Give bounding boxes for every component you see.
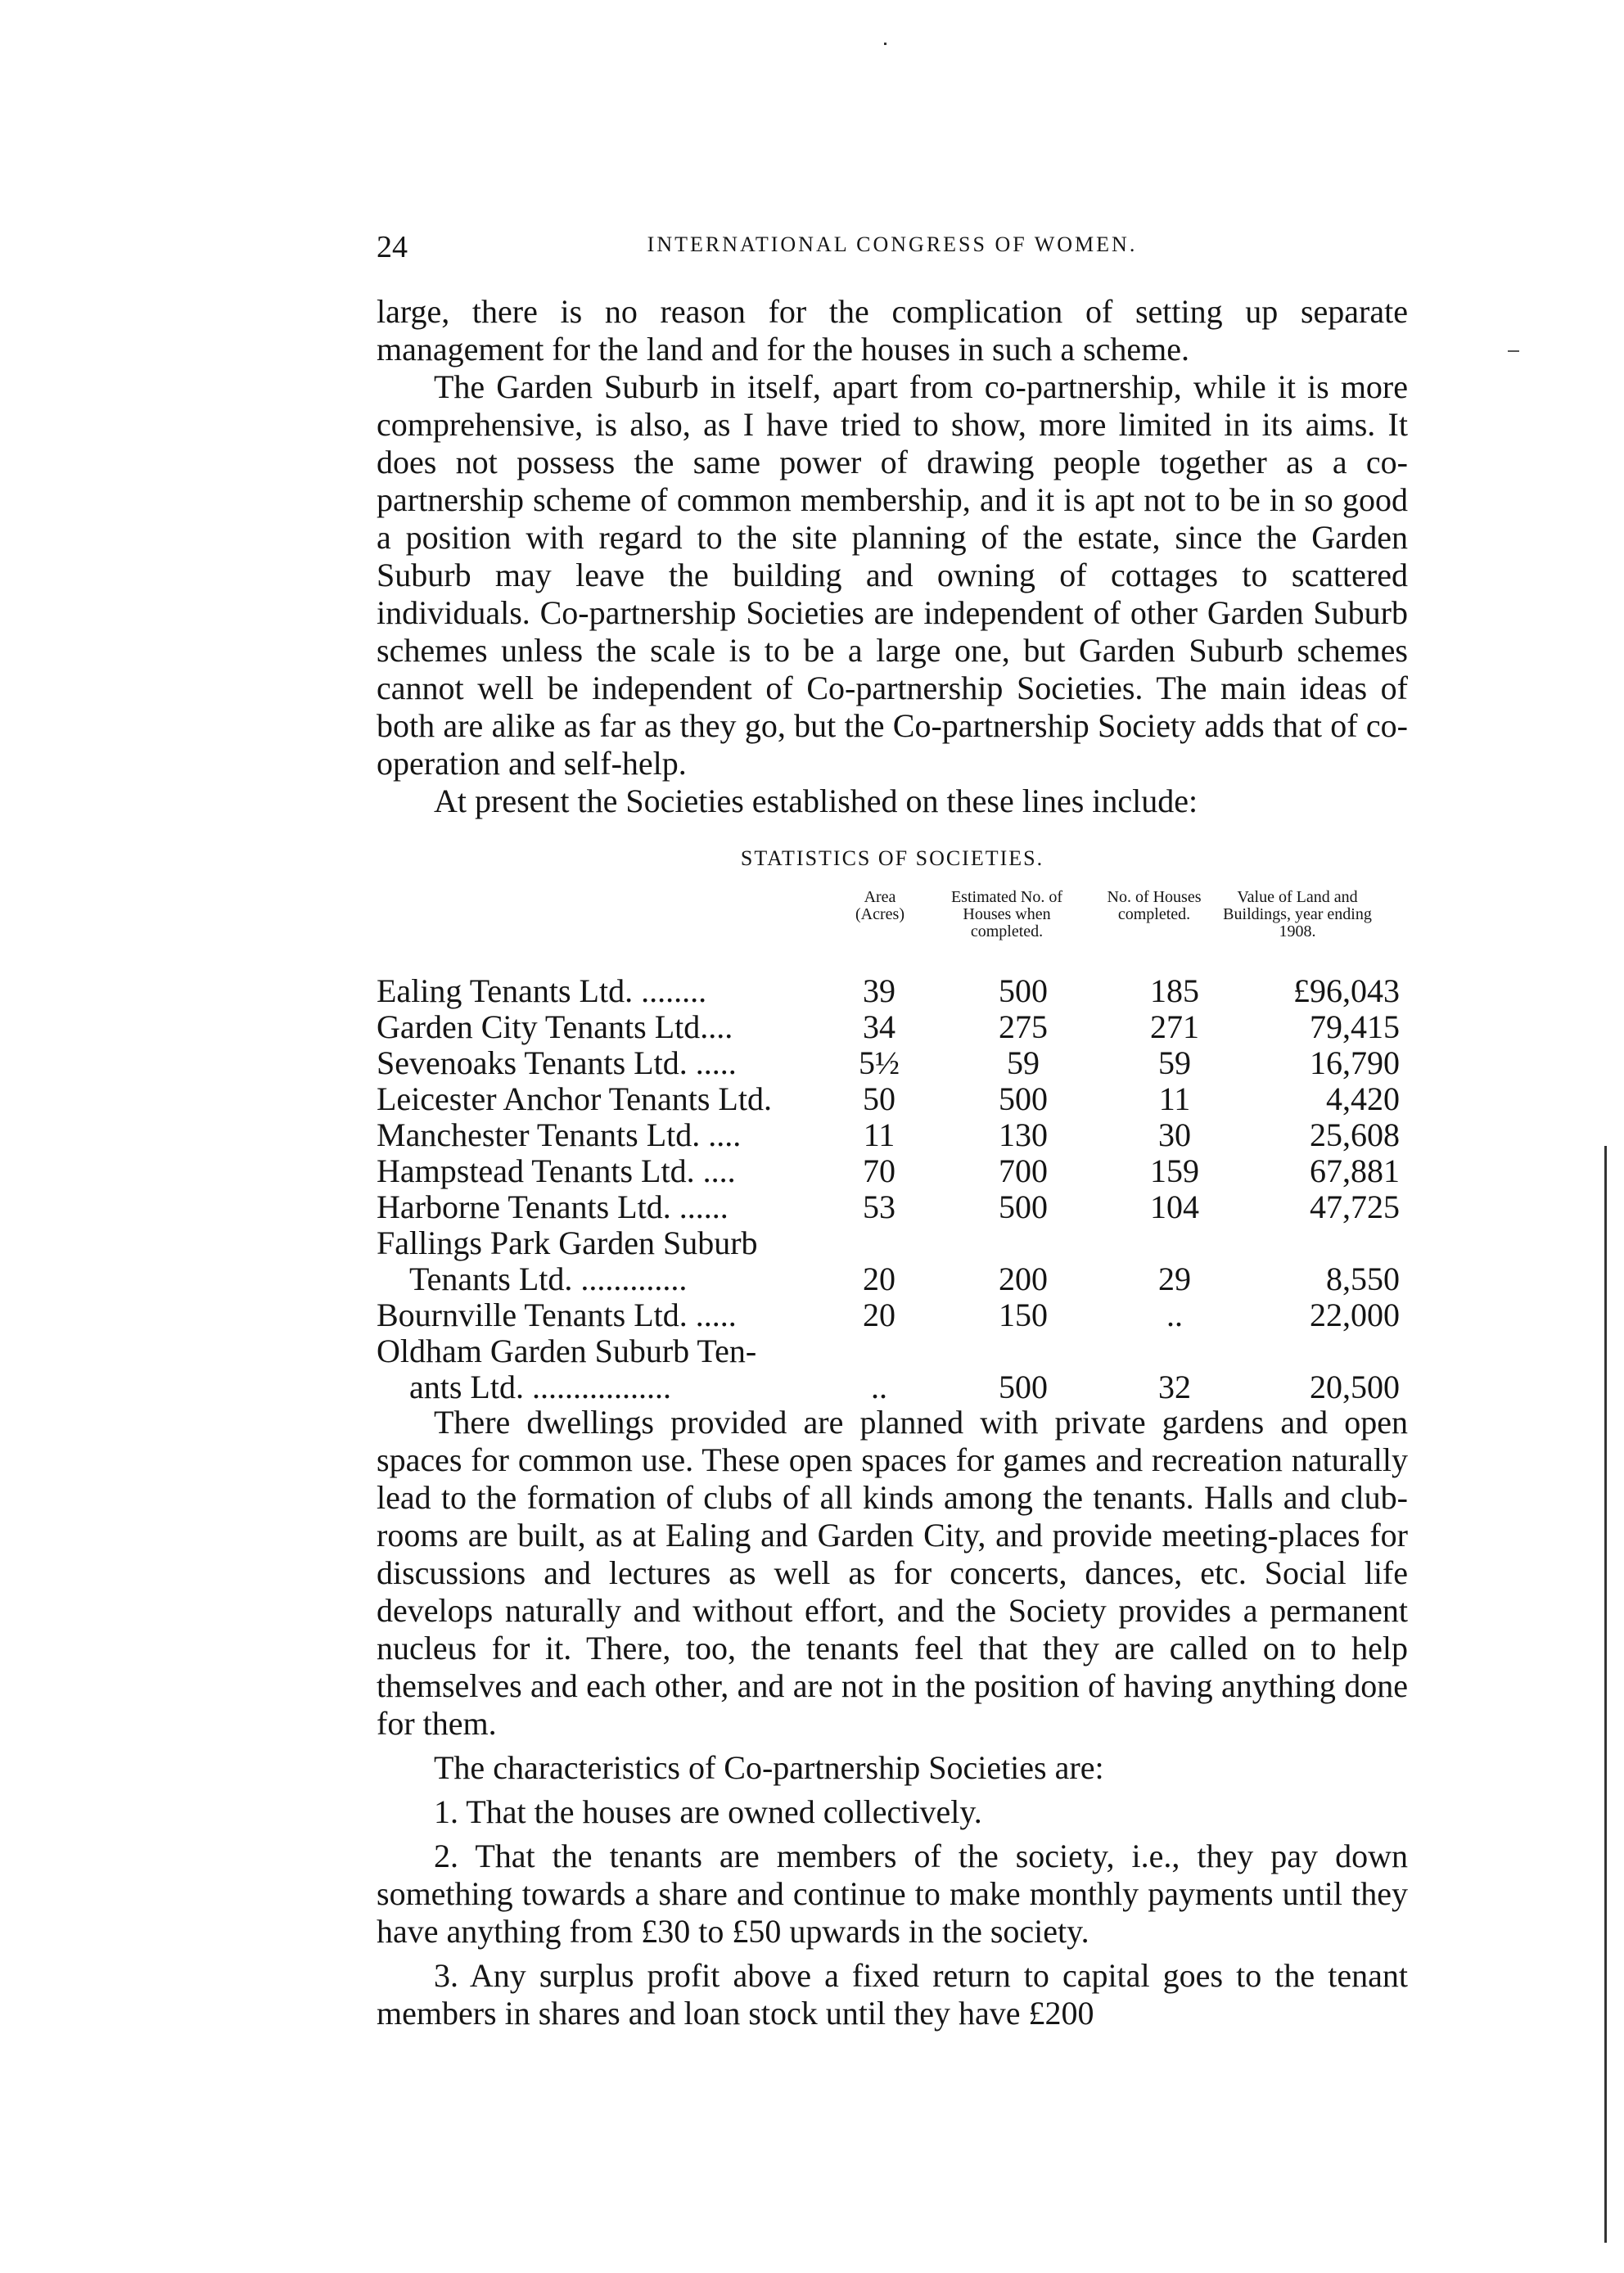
value-cell: 79,415 — [1310, 1008, 1400, 1045]
completed-cell: 59 — [1158, 1044, 1191, 1081]
society-name: Manchester Tenants Ltd. .... — [377, 1117, 742, 1153]
society-name: Bournville Tenants Ltd. ..... — [377, 1297, 737, 1333]
completed-cell: 29 — [1158, 1261, 1191, 1297]
area-cell: 11 — [863, 1116, 895, 1153]
society-name: Leicester Anchor Tenants Ltd. — [377, 1081, 772, 1117]
list-item: 2. That the tenants are members of the society, i.e., they pay down something towards a share and continue to make monthly payments until they have anything from £30 to £50 upwards in the society. — [377, 1838, 1408, 1950]
value-cell: 47,725 — [1310, 1188, 1400, 1225]
scan-edge-line — [1604, 1146, 1607, 2243]
society-name-continued: ants Ltd. ................. — [409, 1369, 671, 1405]
list-item: 1. That the houses are owned collectively. — [434, 1793, 982, 1830]
completed-cell: 185 — [1150, 972, 1199, 1009]
society-name-continued: Tenants Ltd. ............. — [409, 1261, 688, 1297]
scan-margin-tick — [1508, 350, 1519, 352]
estimated-cell: 275 — [999, 1008, 1048, 1045]
header-area: Area (Acres) — [855, 888, 904, 923]
estimated-cell: 200 — [999, 1261, 1048, 1297]
area-cell: 20 — [863, 1297, 895, 1333]
page-number: 24 — [377, 230, 408, 264]
completed-cell: 159 — [1150, 1152, 1199, 1189]
estimated-cell: 500 — [999, 1369, 1048, 1405]
completed-cell: .. — [1166, 1297, 1183, 1333]
page-header — [377, 229, 1408, 272]
table-row — [377, 1009, 1408, 1045]
table-title: STATISTICS OF SOCIETIES. — [740, 846, 1044, 870]
table-row — [377, 1153, 1408, 1189]
society-name: Fallings Park Garden Suburb — [377, 1225, 758, 1261]
table-row — [377, 1297, 1408, 1333]
paragraph: There dwellings provided are planned with private gardens and open spaces for common use. These open spaces for games and recreation naturally lead to the formation of clubs of all kinds among the tenants. Halls and club-rooms are built, as at Ealing and Garden City, and provide meeting-places for discussions and lectures as well as for concerts, dances, etc. Social life develops naturally and without effort, and the Society provides a permanent nucleus for it. There, too, the tenants feel that they are called on to help themselves and each other, and are not in the position of having anything done for them. — [377, 1404, 1408, 1742]
statistics-table — [377, 973, 1408, 1405]
area-cell: 5½ — [859, 1044, 900, 1081]
society-name: Garden City Tenants Ltd.... — [377, 1009, 733, 1045]
table-row — [377, 973, 1408, 1009]
value-cell: 4,420 — [1326, 1080, 1400, 1117]
estimated-cell: 59 — [1007, 1044, 1040, 1081]
area-cell: 53 — [863, 1188, 895, 1225]
area-cell: 50 — [863, 1080, 895, 1117]
table-row — [377, 1081, 1408, 1117]
society-name: Hampstead Tenants Ltd. .... — [377, 1153, 736, 1189]
text-after-table — [377, 1404, 1408, 2032]
area-cell: 70 — [863, 1152, 895, 1189]
header-completed: No. of Houses completed. — [1107, 888, 1202, 923]
completed-cell: 32 — [1158, 1369, 1191, 1405]
society-name: Ealing Tenants Ltd. ........ — [377, 973, 707, 1009]
paragraph: The characteristics of Co-partnership Societies are: — [434, 1749, 1104, 1786]
estimated-cell: 150 — [999, 1297, 1048, 1333]
value-cell: 8,550 — [1326, 1261, 1400, 1297]
completed-cell: 271 — [1150, 1008, 1199, 1045]
table-row — [377, 1225, 1408, 1297]
running-title: INTERNATIONAL CONGRESS OF WOMEN. — [647, 232, 1138, 256]
estimated-cell: 500 — [999, 972, 1048, 1009]
table-row — [377, 1189, 1408, 1225]
header-estimated: Estimated No. of Houses when completed. — [950, 888, 1063, 940]
table-row — [377, 1045, 1408, 1081]
completed-cell: 30 — [1158, 1116, 1191, 1153]
society-name: Harborne Tenants Ltd. ...... — [377, 1189, 729, 1225]
estimated-cell: 500 — [999, 1080, 1048, 1117]
completed-cell: 11 — [1158, 1080, 1191, 1117]
text-before-table — [377, 293, 1408, 820]
value-cell: 67,881 — [1310, 1152, 1400, 1189]
list-item: 3. Any surplus profit above a fixed return to capital goes to the tenant members in shares and loan stock until they have £200 — [377, 1957, 1408, 2032]
society-name: Sevenoaks Tenants Ltd. ..... — [377, 1045, 737, 1081]
paragraph: large, there is no reason for the complication of setting up separate management for the land and for the houses in such a scheme. — [377, 293, 1408, 368]
value-cell: 16,790 — [1310, 1044, 1400, 1081]
value-cell: 20,500 — [1310, 1369, 1400, 1405]
completed-cell: 104 — [1150, 1188, 1199, 1225]
area-cell: .. — [871, 1369, 887, 1405]
table-row — [377, 1117, 1408, 1153]
scan-speck — [884, 43, 886, 45]
area-cell: 20 — [863, 1261, 895, 1297]
value-cell: £96,043 — [1293, 972, 1400, 1009]
header-value: Value of Land and Buildings, year ending 1908. — [1223, 888, 1372, 940]
estimated-cell: 700 — [999, 1152, 1048, 1189]
area-cell: 34 — [863, 1008, 895, 1045]
estimated-cell: 130 — [999, 1116, 1048, 1153]
society-name: Oldham Garden Suburb Ten- — [377, 1333, 757, 1369]
paragraph: At present the Societies established on these lines include: — [434, 782, 1198, 819]
table-row — [377, 1333, 1408, 1405]
value-cell: 22,000 — [1310, 1297, 1400, 1333]
area-cell: 39 — [863, 972, 895, 1009]
estimated-cell: 500 — [999, 1188, 1048, 1225]
paragraph: The Garden Suburb in itself, apart from co-partnership, while it is more comprehensive, is also, as I have tried to show, more limited in its aims. It does not possess the same power of drawing people together as a co-partnership scheme of common membership, and it is apt not to be in so good a position with regard to the site planning of the estate, since the Garden Suburb may leave the building and owning of cottages to scattered individuals. Co-partnership Societies are independent of other Garden Suburb schemes unless the scale is to be a large one, but Garden Suburb schemes cannot well be independent of Co-partnership Societies. The main ideas of both are alike as far as they go, but the Co-partnership Society adds that of co-operation and self-help. — [377, 368, 1408, 782]
value-cell: 25,608 — [1310, 1116, 1400, 1153]
